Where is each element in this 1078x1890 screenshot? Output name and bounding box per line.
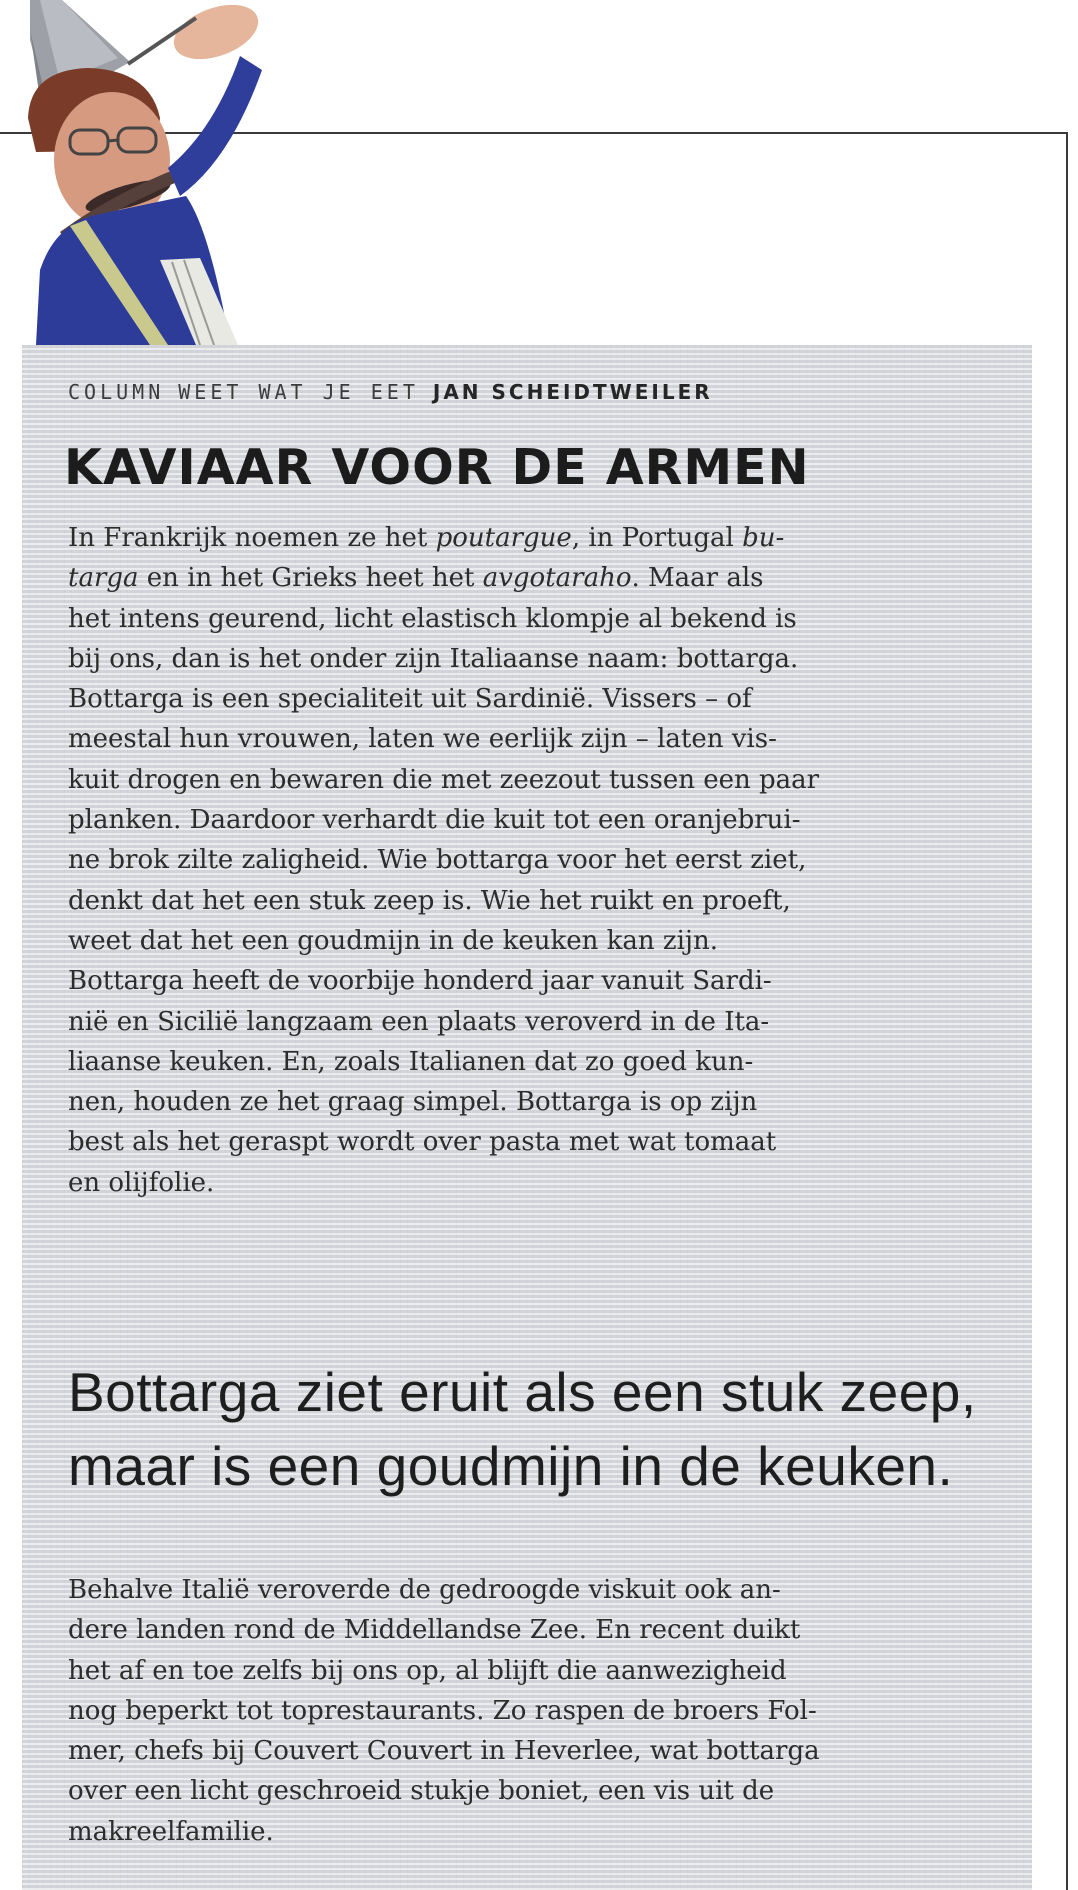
body-line: en olijfolie. bbox=[68, 1167, 215, 1198]
body-line: het intens geurend, licht elastisch klompje al bekend is bbox=[68, 603, 797, 634]
body-line: targa en in het Grieks heet het avgotaraho. Maar als bbox=[68, 563, 764, 594]
body-line: dere landen rond de Middellandse Zee. En recent duikt bbox=[68, 1615, 801, 1646]
pull-quote-line: Bottarga ziet eruit als een stuk zeep, bbox=[68, 1361, 977, 1423]
body-line: nië en Sicilië langzaam een plaats veroverd in de Ita- bbox=[68, 1006, 770, 1037]
column-kicker bbox=[68, 380, 713, 404]
article-body-intro bbox=[68, 518, 998, 1203]
kicker-series: WEET WAT JE EET bbox=[178, 380, 419, 404]
body-line: over een licht geschroeid stukje boniet, een vis uit de bbox=[68, 1776, 775, 1807]
body-line: Bottarga is een specialiteit uit Sardinië. Vissers – of bbox=[68, 684, 752, 715]
body-line: Bottarga heeft de voorbije honderd jaar vanuit Sardi- bbox=[68, 966, 772, 997]
body-line: meestal hun vrouwen, laten we eerlijk zijn – laten vis- bbox=[68, 724, 777, 755]
author-portrait-photo bbox=[0, 0, 280, 345]
body-line: kuit drogen en bewaren die met zeezout tussen een paar bbox=[68, 764, 820, 795]
body-line: bij ons, dan is het onder zijn Italiaanse naam: bottarga. bbox=[68, 643, 799, 674]
body-line: best als het geraspt wordt over pasta met wat tomaat bbox=[68, 1127, 777, 1158]
kicker-section: COLUMN bbox=[68, 380, 165, 404]
article-headline: KAVIAAR VOOR DE ARMEN bbox=[64, 439, 810, 496]
kicker-author: JAN SCHEIDTWEILER bbox=[432, 380, 713, 404]
body-line: ne brok zilte zaligheid. Wie bottarga voor het eerst ziet, bbox=[68, 845, 807, 876]
body-line: makreelfamilie. bbox=[68, 1816, 274, 1847]
article-body-continued bbox=[68, 1570, 998, 1852]
body-line: In Frankrijk noemen ze het poutargue, in Portugal bu- bbox=[68, 523, 785, 553]
body-line: planken. Daardoor verhardt die kuit tot een oranjebrui- bbox=[68, 805, 801, 836]
pull-quote bbox=[68, 1355, 1008, 1503]
body-line: nen, houden ze het graag simpel. Bottarga is op zijn bbox=[68, 1087, 758, 1118]
body-line: het af en toe zelfs bij ons op, al blijft die aanwezigheid bbox=[68, 1655, 787, 1686]
frame-line-right bbox=[1066, 132, 1068, 1890]
body-line: liaanse keuken. En, zoals Italianen dat zo goed kun- bbox=[68, 1046, 754, 1077]
body-line: Behalve Italië veroverde de gedroogde viskuit ook an- bbox=[68, 1575, 781, 1605]
body-line: nog beperkt tot toprestaurants. Zo raspen de broers Fol- bbox=[68, 1695, 817, 1726]
body-line: denkt dat het een stuk zeep is. Wie het ruikt en proeft, bbox=[68, 885, 791, 916]
body-line: weet dat het een goudmijn in de keuken kan zijn. bbox=[68, 925, 718, 956]
pull-quote-line: maar is een goudmijn in de keuken. bbox=[68, 1435, 954, 1497]
body-line: mer, chefs bij Couvert Couvert in Heverlee, wat bottarga bbox=[68, 1736, 820, 1767]
